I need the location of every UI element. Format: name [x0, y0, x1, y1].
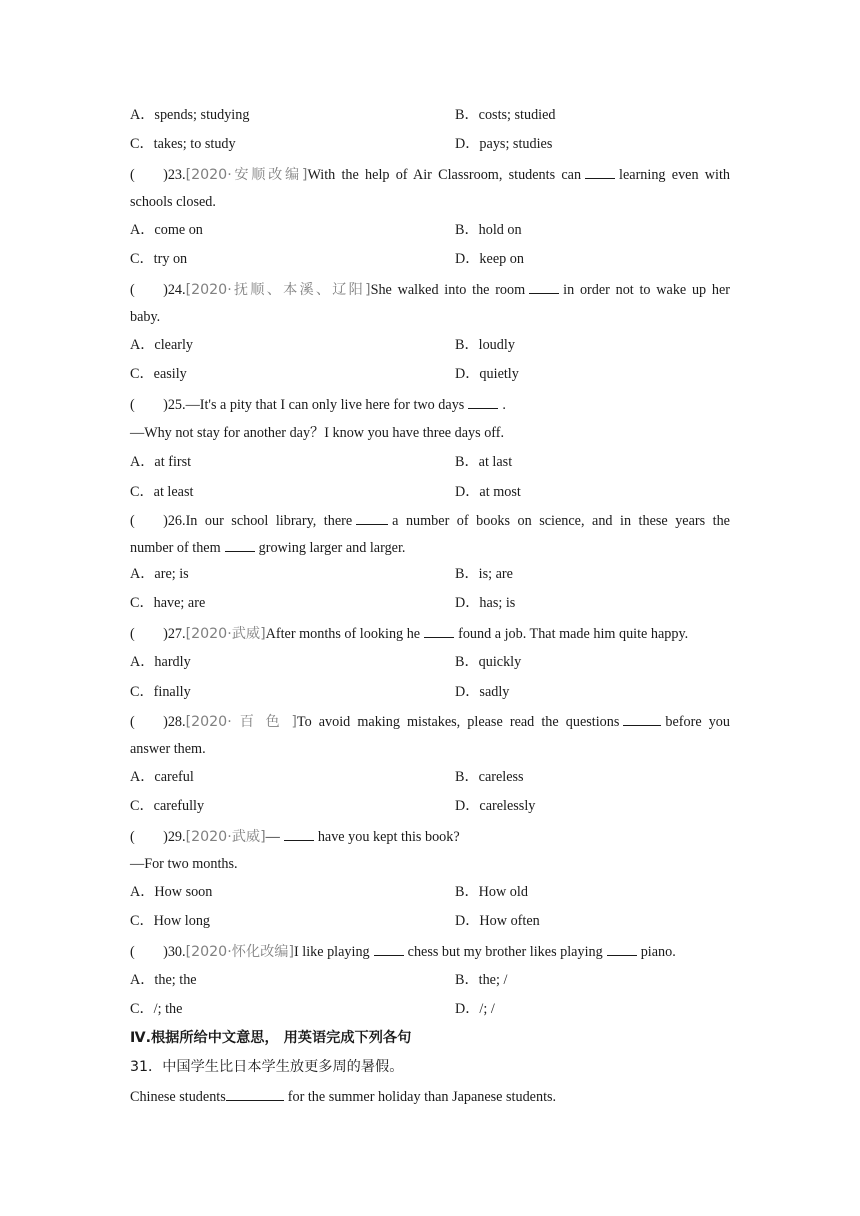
answer-blank: [356, 511, 388, 525]
question-text: After months of looking he: [265, 626, 421, 642]
option-left: A．careful: [130, 769, 194, 785]
question-text: a number of books on science, and in these years the: [392, 513, 730, 529]
answer-blank: [424, 624, 454, 638]
option-right: B．quickly: [455, 654, 522, 670]
option-left: A．are; is: [130, 566, 189, 582]
answer-blank: [374, 942, 404, 956]
answer-blank: [226, 1087, 284, 1101]
answer-blank: [468, 395, 498, 409]
option-right: D．sadly: [455, 684, 510, 700]
question-text: piano.: [640, 944, 676, 960]
question-text: for the summer holiday than Japanese students.: [287, 1089, 557, 1105]
question-line: [130, 395, 506, 414]
question-text: —It's a pity that I can only live here for two days: [185, 397, 465, 413]
question-number: ( )29.: [130, 829, 186, 845]
answer-blank: [284, 827, 314, 841]
question-number: ( )25.: [130, 397, 186, 413]
option-left: A．clearly: [130, 337, 194, 353]
question-text: In our school library, there: [185, 513, 353, 529]
question-text: chess but my brother likes playing: [407, 944, 603, 960]
option-right: D．at most: [455, 484, 521, 500]
question-text: in order not to wake up her: [563, 282, 731, 298]
question-number: ( )23.: [130, 167, 186, 183]
question-text: With the help of Air Classroom, students can: [307, 167, 582, 183]
option-left: C．easily: [130, 366, 187, 382]
text-line: answer them.: [130, 741, 206, 757]
option-left: C．try on: [130, 251, 188, 267]
option-right: B．careless: [455, 769, 524, 785]
question-text: number of them: [130, 540, 221, 556]
option-left: A．come on: [130, 222, 203, 238]
text-line: —Why not stay for another day？I know you have three days off.: [130, 425, 505, 441]
answer-blank: [607, 942, 637, 956]
option-right: B．is; are: [455, 566, 513, 582]
answer-blank: [585, 165, 615, 179]
option-left: A．How soon: [130, 884, 213, 900]
section-heading: Ⅳ.根据所给中文意思， 用英语完成下列各句: [130, 1030, 412, 1046]
option-left: A．hardly: [130, 654, 191, 670]
text-line: baby.: [130, 309, 161, 325]
text-line: 31．中国学生比日本学生放更多周的暑假。: [130, 1059, 404, 1075]
option-left: C．takes; to study: [130, 136, 236, 152]
option-right: D．quietly: [455, 366, 519, 382]
option-right: D．pays; studies: [455, 136, 553, 152]
question-text: growing larger and larger.: [258, 540, 406, 556]
question-number: ( )28.: [130, 714, 186, 730]
question-number: ( )30.: [130, 944, 186, 960]
question-source: [2020·抚顺、本溪、辽阳]: [185, 282, 371, 298]
option-right: D．keep on: [455, 251, 524, 267]
question-source: [2020·武威]: [185, 829, 266, 845]
question-line: [130, 165, 730, 184]
option-right: B．at last: [455, 454, 513, 470]
question-number: ( )24.: [130, 282, 186, 298]
option-right: B．How old: [455, 884, 528, 900]
question-source: [2020·怀化改编]: [185, 944, 294, 960]
option-left: A．the; the: [130, 972, 197, 988]
question-text: To avoid making mistakes, please read the questions: [296, 714, 620, 730]
question-line: [130, 538, 405, 557]
question-line: [130, 827, 460, 846]
question-number: ( )26.: [130, 513, 186, 529]
question-line: [130, 712, 730, 731]
option-left: C．carefully: [130, 798, 205, 814]
question-source: [2020· 百 色 ]: [185, 714, 297, 730]
option-right: B．hold on: [455, 222, 522, 238]
option-left: A．at first: [130, 454, 192, 470]
text-line: schools closed.: [130, 194, 216, 210]
question-number: ( )27.: [130, 626, 186, 642]
option-right: D．carelessly: [455, 798, 536, 814]
question-text: learning even with: [619, 167, 731, 183]
option-right: D．has; is: [455, 595, 516, 611]
question-text: before you: [665, 714, 730, 730]
option-right: B．costs; studied: [455, 107, 556, 123]
answer-blank: [529, 280, 559, 294]
option-right: B．loudly: [455, 337, 515, 353]
question-line: [130, 942, 676, 961]
option-left: A．spends; studying: [130, 107, 250, 123]
question-text: have you kept this book?: [317, 829, 460, 845]
answer-blank: [623, 712, 661, 726]
text-line: —For two months.: [130, 856, 238, 872]
question-text: —: [265, 829, 280, 845]
answer-blank: [225, 538, 255, 552]
option-left: C．have; are: [130, 595, 206, 611]
question-text: .: [502, 397, 506, 413]
option-right: D．How often: [455, 913, 540, 929]
option-right: B．the; /: [455, 972, 508, 988]
option-left: C．at least: [130, 484, 194, 500]
question-line: [130, 511, 730, 530]
question-line: [130, 1087, 556, 1106]
question-text: I like playing: [294, 944, 370, 960]
question-source: [2020·武威]: [185, 626, 266, 642]
option-left: C．/; the: [130, 1001, 183, 1017]
option-left: C．How long: [130, 913, 211, 929]
question-text: Chinese students: [130, 1089, 226, 1105]
option-left: C．finally: [130, 684, 191, 700]
question-source: [2020·安顺改编]: [185, 167, 308, 183]
question-line: [130, 280, 730, 299]
question-text: She walked into the room: [370, 282, 526, 298]
question-text: found a job. That made him quite happy.: [458, 626, 689, 642]
option-right: D．/; /: [455, 1001, 495, 1017]
question-line: [130, 624, 688, 643]
